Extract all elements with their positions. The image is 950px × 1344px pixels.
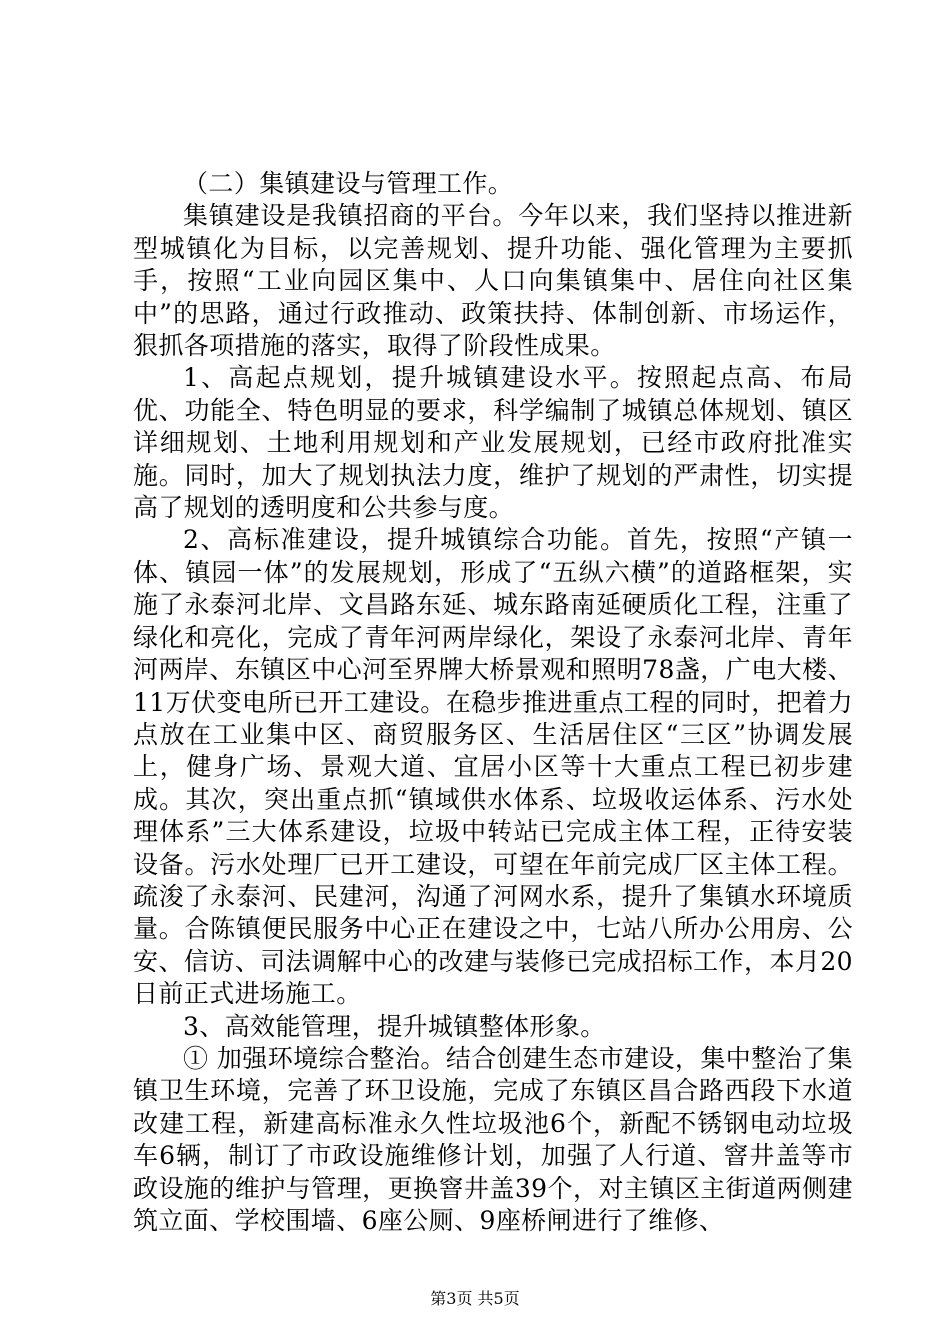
paragraph-item-1: 1、高起点规划，提升城镇建设水平。按照起点高、布局优、功能全、特色明显的要求，科学编制了城镇总体规划、镇区详细规划、土地利用规划和产业发展规划，已经市政府批准实施。同时，加大了规划执法力度，维护了规划的严肃性，切实提高了规划的透明度和公共参与度。 (133, 363, 853, 523)
paragraph-item-3: 3、高效能管理，提升城镇整体形象。 (183, 1011, 606, 1041)
paragraph-subitem-1: ① 加强环境综合整治。结合创建生态市建设，集中整治了集镇卫生环境，完善了环卫设施，完成了东镇区昌合路西段下水道改建工程，新建高标准永久性垃圾池6个，新配不锈钢电动垃圾车6辆，制订了市政设施维修计划，加强了人行道、窨井盖等市政设施的维护与管理，更换窨井盖39个，对主镇区主街道两侧建筑立面、学校围墙、6座公厕、9座桥闸进行了维修、 (133, 1043, 853, 1235)
paragraph-intro: 集镇建设是我镇招商的平台。今年以来，我们坚持以推进新型城镇化为目标，以完善规划、提升功能、强化管理为主要抓手，按照“工业向园区集中、人口向集镇集中、居住向社区集中”的思路，通过行政推动、政策扶持、体制创新、市场运作，狠抓各项措施的落实，取得了阶段性成果。 (133, 201, 853, 361)
section-heading: （二）集镇建设与管理工作。 (183, 169, 514, 198)
page-number: 第3页 共5页 (430, 1289, 520, 1308)
paragraph-item-2: 2、高标准建设，提升城镇综合功能。首先，按照“产镇一体、镇园一体”的发展规划，形成了“五纵六横”的道路框架，实施了永泰河北岸、文昌路东延、城东路南延硬质化工程，注重了绿化和亮化，完成了青年河两岸绿化，架设了永泰河北岸、青年河两岸、东镇区中心河至界牌大桥景观和照明78盏，广电大楼、11万伏变电所已开工建设。在稳步推进重点工程的同时，把着力点放在工业集中区、商贸服务区、生活居住区“三区”协调发展上，健身广场、景观大道、宜居小区等十大重点工程已初步建成。其次，突出重点抓“镇域供水体系、垃圾收运体系、污水处理体系”三大体系建设，垃圾中转站已完成主体工程，正待安装设备。污水处理厂已开工建设，可望在年前完成厂区主体工程。疏浚了永泰河、民建河，沟通了河网水系，提升了集镇水环境质量。合陈镇便民服务中心正在建设之中，七站八所办公用房、公安、信访、司法调解中心的改建与装修已完成招标工作，本月20日前正式进场施工。 (133, 525, 853, 1009)
document-body (133, 168, 853, 1237)
